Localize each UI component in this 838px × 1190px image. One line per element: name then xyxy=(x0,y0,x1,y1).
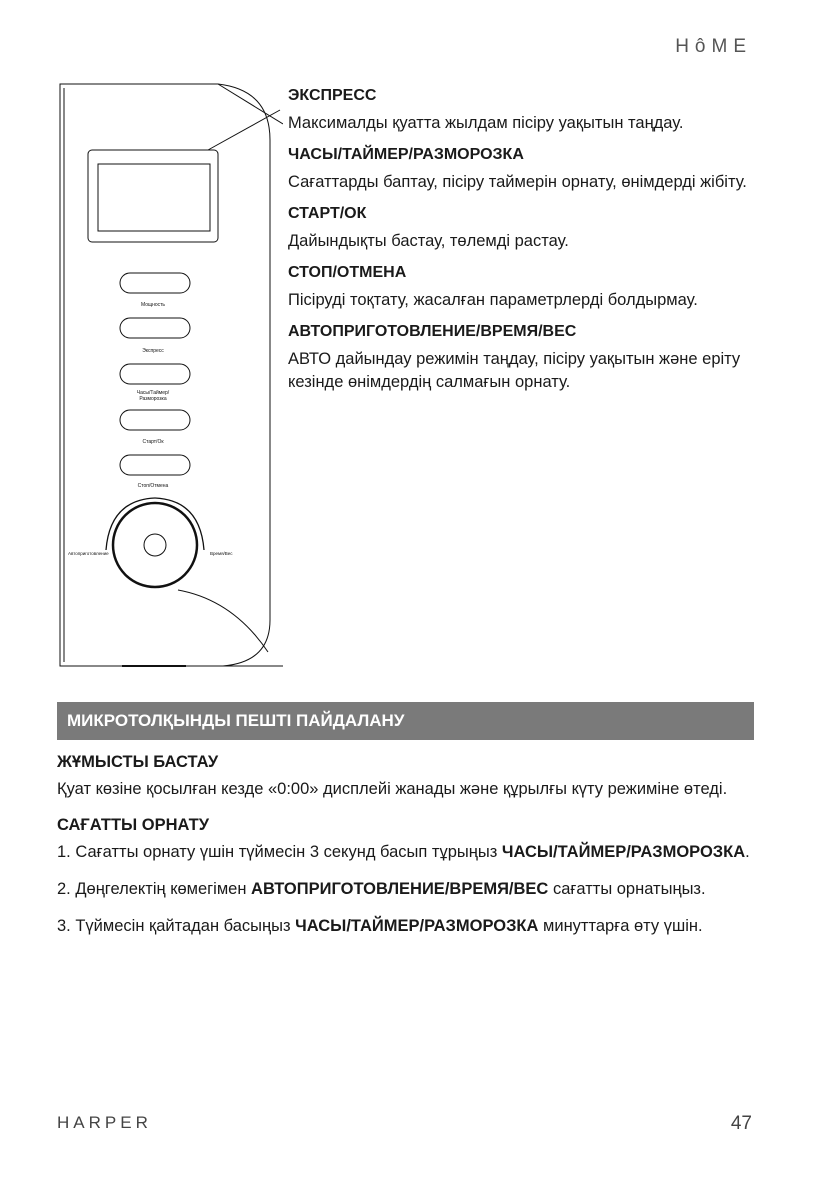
section-title: ЧАСЫ/ТАЙМЕР/РАЗМОРОЗКА xyxy=(288,146,524,163)
knob-label-auto: Автоприготовление xyxy=(68,551,109,556)
start-title: ЖҰМЫСТЫ БАСТАУ xyxy=(57,753,219,771)
section-title: СТОП/ОТМЕНА xyxy=(288,264,407,281)
knob-label-time-weight: Время/Вес xyxy=(210,551,233,556)
clock-step-2: 2. Дөңгелектің көмегімен АВТОПРИГОТОВЛЕНИЕ/ВРЕМЯ/ВЕС сағатты орнатыңыз. xyxy=(57,880,706,898)
harper-logo: HARPER xyxy=(57,1113,152,1132)
button-label-power: Мощность xyxy=(140,302,166,308)
panel-drawing xyxy=(58,80,283,670)
usage-instructions xyxy=(57,752,754,952)
button-label-stop: Стоп/Отмена xyxy=(137,483,169,489)
clock-step-3: 3. Түймесін қайтадан басыңыз ЧАСЫ/ТАЙМЕР/РАЗМОРОЗКА минуттарға өту үшін. xyxy=(57,917,703,935)
section-text: Максималды қуатта жылдам пісіру уақытын таңдау. xyxy=(288,114,684,132)
home-logo: HôME xyxy=(675,36,752,57)
section-title: АВТОПРИГОТОВЛЕНИЕ/ВРЕМЯ/ВЕС xyxy=(288,323,577,340)
section-title: ЭКСПРЕСС xyxy=(288,87,377,104)
section-text: Дайындықты бастау, төлемді растау. xyxy=(288,232,569,250)
button-descriptions xyxy=(288,86,754,404)
clock-title: САҒАТТЫ ОРНАТУ xyxy=(57,816,209,834)
control-panel-illustration xyxy=(58,80,283,670)
clock-step-1: 1. Сағатты орнату үшін түймесін 3 секунд басып тұрыңыз ЧАСЫ/ТАЙМЕР/РАЗМОРОЗКА. xyxy=(57,843,750,861)
start-text: Қуат көзіне қосылған кезде «0:00» дисплейі жанады және құрылғы күту режиміне өтеді. xyxy=(57,780,728,798)
button-label-clock: Часы/Таймер/ Разморозка xyxy=(136,390,170,402)
section-title: СТАРТ/ОК xyxy=(288,205,367,222)
page-number: 47 xyxy=(730,1113,752,1134)
button-label-express: Экспресс xyxy=(142,348,164,354)
section-banner: МИКРОТОЛҚЫНДЫ ПЕШТІ ПАЙДАЛАНУ xyxy=(57,702,754,740)
button-label-start: Старт/Ок xyxy=(142,439,164,445)
section-text: Пісіруді тоқтату, жасалған параметрлерді болдырмау. xyxy=(288,291,698,309)
section-text: Сағаттарды баптау, пісіру таймерін орнату, өнімдерді жібіту. xyxy=(288,173,747,191)
section-text: АВТО дайындау режимін таңдау, пісіру уақытын және еріту кезінде өнімдердің салмағын орнату. xyxy=(288,350,741,391)
